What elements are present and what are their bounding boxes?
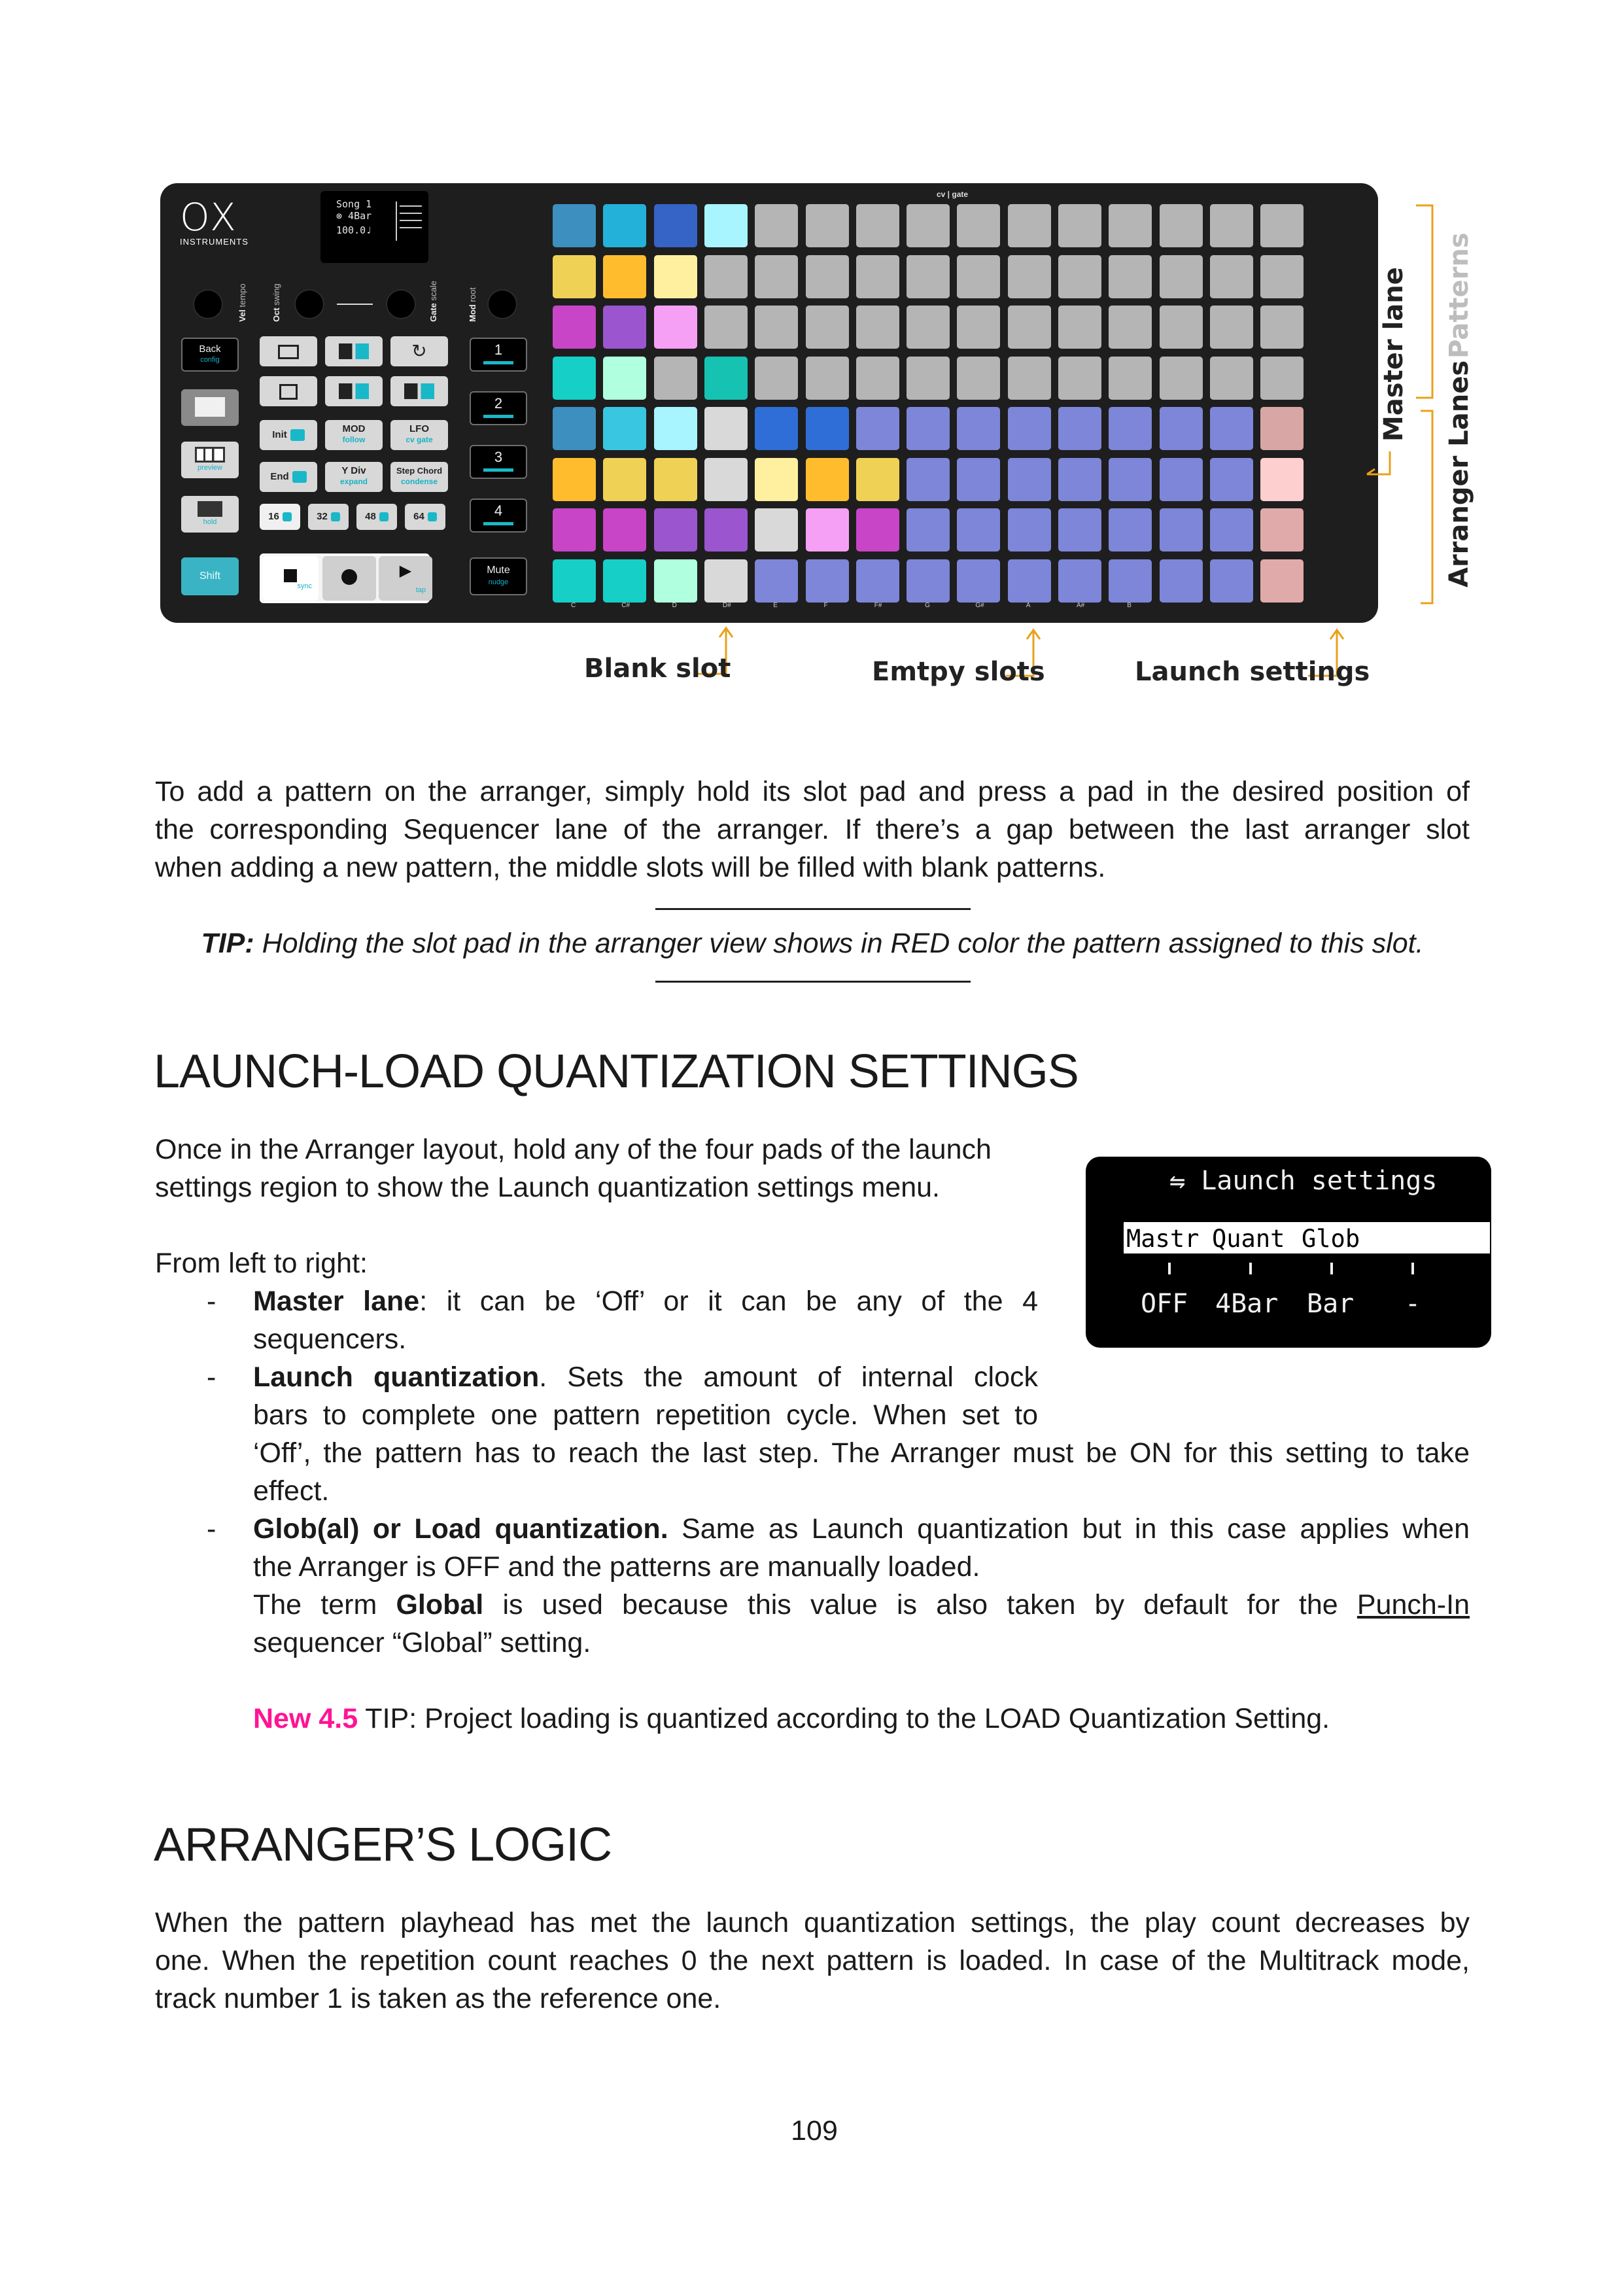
step-chord-button[interactable]: Step Chord condense bbox=[390, 462, 448, 492]
hold-button[interactable]: hold bbox=[181, 496, 239, 533]
back-button[interactable]: Back config bbox=[181, 338, 239, 372]
punch-in-link[interactable]: Punch-In bbox=[1356, 1589, 1470, 1621]
sliders-icon: ⇋ bbox=[1169, 1166, 1186, 1196]
length-32-button[interactable]: 32 bbox=[308, 504, 349, 530]
text-line: When the pattern playhead has met the launch quantization settings, the play count decreases by bbox=[155, 1907, 1470, 1938]
intro-paragraph bbox=[155, 773, 1470, 886]
ox-logo: OX bbox=[180, 195, 239, 239]
bullet-launch-quantization: Launch quantization. Sets the amount of internal clock bars to complete one pattern repetition cycle. When set to ‘Off’, the pattern has to reach the last step. The Arranger must be ON for this setting to take effect. bbox=[253, 1361, 1470, 1507]
bullet-master-lane: Master lane: it can be ‘Off’ or it can be any of the 4 sequencers. bbox=[253, 1286, 1039, 1355]
section2-paragraph bbox=[155, 1904, 1470, 2018]
from-left-label: From left to right: bbox=[155, 1248, 368, 1279]
callout-arranger-lanes: Arranger Lanes bbox=[1444, 360, 1474, 587]
length-64-button[interactable]: 64 bbox=[405, 504, 445, 530]
value-unused: - bbox=[1405, 1289, 1421, 1319]
value-global-quant: Bar bbox=[1307, 1289, 1355, 1319]
new-45-tip: New 4.5 TIP: Project loading is quantized according to the LOAD Quantization Setting. bbox=[253, 1703, 1330, 1734]
value-launch-quant: 4Bar bbox=[1215, 1289, 1279, 1319]
knob-label-vel: Vel tempo bbox=[237, 283, 247, 322]
oled-line: 100.0♩ bbox=[336, 224, 372, 236]
tip-label: TIP: bbox=[201, 928, 254, 959]
length-16-button[interactable]: 16 bbox=[260, 504, 300, 530]
length-48-button[interactable]: 48 bbox=[356, 504, 397, 530]
note-label: C# bbox=[621, 602, 631, 609]
new-badge: New 4.5 bbox=[253, 1703, 358, 1734]
callout-blank-slot: Blank slot bbox=[584, 654, 731, 684]
note-label: A# bbox=[1077, 602, 1085, 609]
header-mastr: Mastr bbox=[1126, 1225, 1200, 1253]
patterns-bracket bbox=[1416, 205, 1432, 398]
text-line: settings region to show the Launch quantization settings menu. bbox=[155, 1172, 940, 1203]
end-button[interactable]: End bbox=[260, 462, 317, 492]
init-button[interactable]: Init bbox=[260, 420, 317, 450]
section-heading: ARRANGER’S LOGIC bbox=[154, 1819, 612, 1871]
tip-rule-top bbox=[655, 908, 971, 910]
page-number: 109 bbox=[791, 2115, 838, 2146]
callout-launch-settings: Launch settings bbox=[1135, 657, 1370, 687]
note-label: C bbox=[571, 602, 576, 609]
note-label: D bbox=[672, 602, 677, 609]
callout-empty-slots: Emtpy slots bbox=[872, 657, 1045, 687]
tip-text: Holding the slot pad in the arranger view shows in RED color the pattern assigned to this slot. bbox=[262, 928, 1424, 959]
text-line: the corresponding Sequencer lane of the arranger. If there’s a gap between the last arranger slot bbox=[155, 814, 1470, 845]
callout-master-lane: Master lane bbox=[1379, 267, 1409, 442]
note-label: A bbox=[1026, 602, 1031, 609]
section-heading: LAUNCH-LOAD QUANTIZATION SETTINGS bbox=[154, 1045, 1079, 1098]
tick bbox=[1330, 1263, 1333, 1274]
bullet-load-quantization: Glob(al) or Load quantization. Same as Launch quantization but in this case applies when the Arranger is OFF and the patterns are manually loaded. The term Global is used because this value is also taken by default for the Punch-In sequencer “Global” setting. bbox=[253, 1513, 1470, 1658]
oled-line: Song 1 bbox=[336, 198, 372, 210]
header-quant: Quant bbox=[1212, 1225, 1285, 1253]
section1-intro bbox=[155, 1130, 1038, 1206]
stop-button[interactable]: sync bbox=[262, 556, 319, 601]
text-line: Once in the Arranger layout, hold any of the four pads of the launch bbox=[155, 1134, 992, 1165]
bullet-dash: - bbox=[207, 1361, 216, 1393]
track-button-1[interactable]: 1 bbox=[470, 338, 527, 372]
note-label: G bbox=[925, 602, 930, 609]
reload-button[interactable]: ↻ bbox=[390, 336, 448, 366]
arranger-lanes-bracket bbox=[1421, 411, 1432, 603]
track-button-3[interactable]: 3 bbox=[470, 445, 527, 479]
note-label: G# bbox=[975, 602, 984, 609]
preview-button[interactable]: preview bbox=[181, 442, 239, 478]
ydiv-button[interactable]: Y Div expand bbox=[325, 462, 383, 492]
ox-logo-sub: INSTRUMENTS bbox=[180, 237, 249, 247]
oled-line: ⊗ 4Bar bbox=[336, 210, 372, 222]
tip-rule-bottom bbox=[655, 981, 971, 983]
bullet-dash: - bbox=[207, 1513, 216, 1545]
text-line: To add a pattern on the arranger, simply hold its slot pad and press a pad in the desired position of bbox=[155, 776, 1470, 807]
play-button[interactable]: ▶ tap bbox=[379, 556, 432, 601]
tip-line bbox=[98, 924, 1527, 962]
note-label: E bbox=[773, 602, 778, 609]
lfo-button[interactable]: LFO cv gate bbox=[390, 420, 448, 450]
tick bbox=[1168, 1263, 1171, 1274]
note-label: D# bbox=[722, 602, 731, 609]
note-label: F bbox=[823, 602, 828, 609]
note-label: F# bbox=[874, 602, 882, 609]
mute-button[interactable]: Mute nudge bbox=[470, 557, 527, 595]
launch-screen-title: ⇋ Launch settings bbox=[1169, 1166, 1438, 1196]
note-label: B bbox=[1127, 602, 1132, 609]
header-glob: Glob bbox=[1302, 1225, 1360, 1253]
text-line: one. When the repetition count reaches 0 the next pattern is loaded. In case of the Multitrack mode, bbox=[155, 1945, 1470, 1976]
launch-settings-screen bbox=[1086, 1157, 1491, 1348]
value-master-lane: OFF bbox=[1141, 1289, 1188, 1319]
track-button-4[interactable]: 4 bbox=[470, 499, 527, 533]
mod-button[interactable]: MOD follow bbox=[325, 420, 383, 450]
tick bbox=[1411, 1263, 1414, 1274]
knob-label-gate: Gate scale bbox=[428, 281, 438, 322]
text-line: track number 1 is taken as the reference one. bbox=[155, 1983, 721, 2014]
track-button-2[interactable]: 2 bbox=[470, 391, 527, 425]
bullet-dash: - bbox=[207, 1286, 216, 1317]
cv-gate-label: cv | gate bbox=[937, 190, 969, 199]
knob-label-mod: Mod root bbox=[468, 287, 477, 322]
tick bbox=[1249, 1263, 1252, 1274]
shift-button[interactable]: Shift bbox=[181, 557, 239, 595]
text-line: when adding a new pattern, the middle slots will be filled with blank patterns. bbox=[155, 852, 1106, 883]
knob-label-oct: Oct swing bbox=[271, 283, 281, 322]
callout-patterns: Patterns bbox=[1444, 232, 1474, 359]
